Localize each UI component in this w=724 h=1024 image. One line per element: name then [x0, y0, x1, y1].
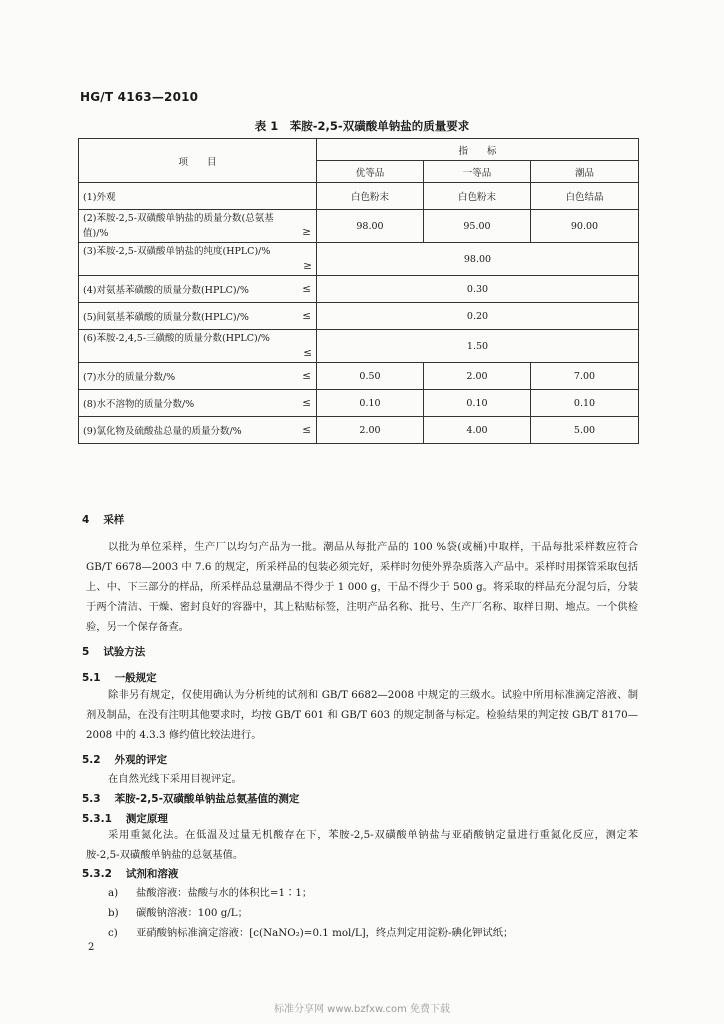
watermark: 标准分享网 www.bzfxw.com 免费下载 [274, 1004, 450, 1015]
comparison-symbol: ≤ [302, 283, 311, 295]
comparison-symbol: ≥ [303, 260, 312, 272]
table-row [79, 330, 639, 363]
table-row [79, 276, 639, 303]
table-row [79, 417, 639, 444]
comparison-symbol: ≥ [302, 226, 311, 238]
section-heading-5-1: 5.1 一般规定 [82, 672, 157, 684]
row-value: 白色粉末 [317, 183, 424, 210]
comparison-symbol: ≤ [302, 310, 311, 322]
row-value: 2.00 [424, 363, 531, 390]
row-value: 90.00 [531, 210, 639, 243]
quality-requirements-table [78, 138, 639, 444]
section-5-2-text: 在自然光线下采用目视评定。 [108, 773, 242, 785]
grade-wet: 潮品 [531, 161, 639, 183]
table-caption: 表 1 苯胺-2,5-双磺酸单钠盐的质量要求 [254, 119, 470, 133]
row-value: 95.00 [424, 210, 531, 243]
standard-number: HG/T 4163—2010 [80, 90, 199, 104]
row-value-merged: 98.00 [317, 243, 639, 276]
table-row [79, 210, 639, 243]
row-value-merged: 0.20 [317, 303, 639, 330]
table-row [79, 390, 639, 417]
row-value: 2.00 [317, 417, 424, 444]
row-value: 0.50 [317, 363, 424, 390]
section-heading-5-2: 5.2 外观的评定 [82, 754, 168, 766]
table-row [79, 243, 639, 276]
comparison-symbol: ≤ [302, 424, 311, 436]
row-item: (3)苯胺-2,5-双磺酸单钠盐的纯度(HPLC)/% [83, 246, 271, 257]
row-item: (6)苯胺-2,4,5-三磺酸的质量分数(HPLC)/% [83, 333, 270, 344]
section-heading-5: 5 试验方法 [82, 646, 146, 658]
row-value: 98.00 [317, 210, 424, 243]
grade-first: 一等品 [424, 161, 531, 183]
row-value: 0.10 [424, 390, 531, 417]
row-item: (4)对氨基苯磺酸的质量分数(HPLC)/% [83, 285, 249, 296]
row-value: 0.10 [317, 390, 424, 417]
table-row [79, 303, 639, 330]
row-item: (8)水不溶物的质量分数/% [83, 399, 195, 410]
grade-superior: 优等品 [317, 161, 424, 183]
list-item: b) 碳酸钠溶液：100 g/L； [108, 907, 248, 919]
row-item: (7)水分的质量分数/% [83, 372, 176, 383]
list-item: c) 亚硝酸钠标准滴定溶液：[c(NaNO₂)=0.1 mol/L]，终点判定用淀粉-碘化钾试纸； [108, 927, 514, 939]
section-heading-5-3-2: 5.3.2 试剂和溶液 [82, 868, 179, 880]
section-heading-5-3-1: 5.3.1 测定原理 [82, 813, 168, 825]
comparison-symbol: ≤ [302, 397, 311, 409]
row-item: (9)氯化物及硫酸盐总量的质量分数/% [83, 426, 242, 437]
row-item: (5)间氨基苯磺酸的质量分数(HPLC)/% [83, 312, 249, 323]
header-index: 指 标 [317, 139, 639, 161]
comparison-symbol: ≤ [302, 370, 311, 382]
row-value: 白色粉末 [424, 183, 531, 210]
row-value: 4.00 [424, 417, 531, 444]
section-heading-4: 4 采样 [82, 514, 125, 526]
list-item: a) 盐酸溶液：盐酸与水的体积比=1∶1； [108, 887, 313, 899]
row-value-merged: 1.50 [317, 330, 639, 363]
header-item: 项 目 [79, 139, 317, 183]
row-value: 5.00 [531, 417, 639, 444]
page-number: 2 [88, 942, 95, 953]
row-value-merged: 0.30 [317, 276, 639, 303]
section-5-3-1-paragraph: 采用重氮化法。在低温及过量无机酸存在下，苯胺-2,5-双磺酸单钠盐与亚硝酸钠定量进行重氮化反应，测定苯胺-2,5-双磺酸单钠盐的总氨基值。 [86, 829, 638, 861]
row-item: (1)外观 [83, 192, 116, 203]
section-4-paragraph: 以批为单位采样，生产厂以均匀产品为一批。潮品从每批产品的 100 %袋(或桶)中取样，干品每批采样数应符合 GB/T 6678—2003 中 7.6 的规定，所采样品的包装必须完好，采样时勿使外界杂质落入产品中。采样时用探管采取包括上、中、下三部分的样品，所采样品总量潮品不得少于 1 000 g，干品不得少于 500 g。将采取的样品充分混匀后，分装于两个清洁、干燥、密封良好的容器中，其上粘贴标签，注明产品名称、批号、生产厂名称、取样日期、地点。一个供检验，另一个保存备查。 [86, 541, 638, 633]
section-heading-5-3: 5.3 苯胺-2,5-双磺酸单钠盐总氨基值的测定 [82, 793, 300, 805]
row-item: (2)苯胺-2,5-双磺酸单钠盐的质量分数(总氨基值)/% [83, 213, 274, 239]
section-5-1-paragraph: 除非另有规定，仅使用确认为分析纯的试剂和 GB/T 6682—2008 中规定的三级水。试验中所用标准滴定溶液、制剂及制品，在没有注明其他要求时，均按 GB/T 601 和 GB/T 603 的规定制备与标定。检验结果的判定按 GB/T 8170—2008 中的 4.3.3 修约值比较法进行。 [86, 689, 638, 741]
table-row [79, 183, 639, 210]
row-value: 7.00 [531, 363, 639, 390]
row-value: 0.10 [531, 390, 639, 417]
comparison-symbol: ≤ [303, 347, 312, 359]
row-value: 白色结晶 [531, 183, 639, 210]
table-row [79, 363, 639, 390]
